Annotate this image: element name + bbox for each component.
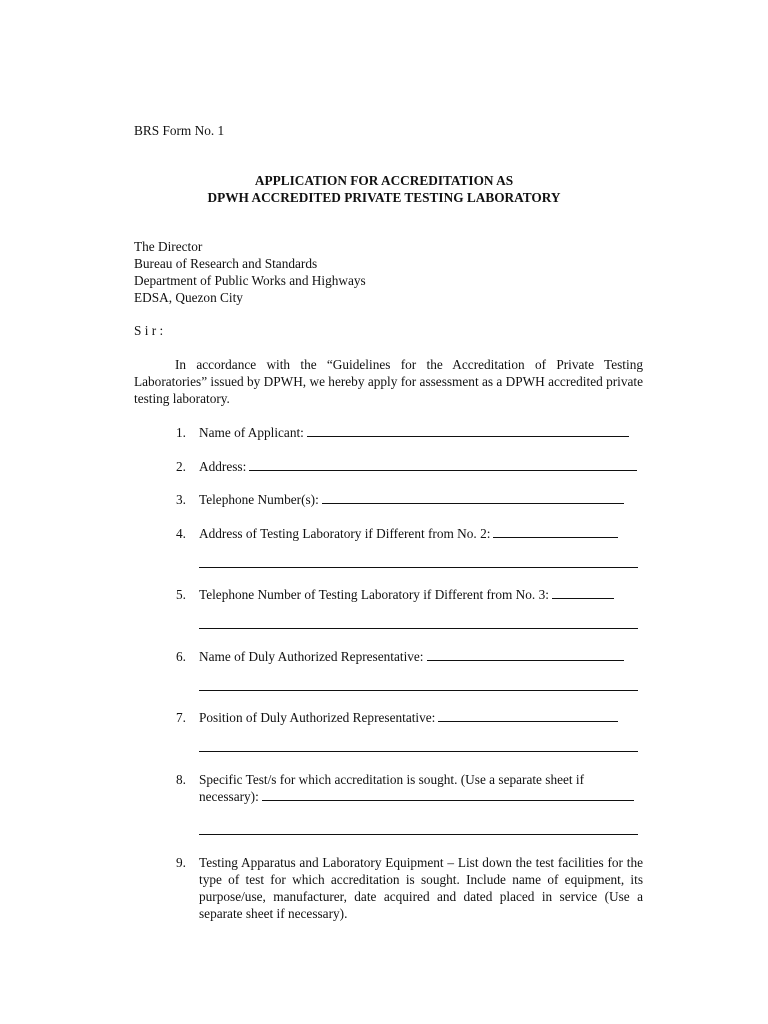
item-label: Address of Testing Laboratory if Different from No. 2:: [199, 526, 491, 541]
addressee-line-3: Department of Public Works and Highways: [134, 273, 366, 288]
address-field[interactable]: [249, 458, 637, 471]
applicant-name-field[interactable]: [307, 424, 629, 437]
item-number: 3.: [176, 492, 186, 507]
item-label: Position of Duly Authorized Representative:: [199, 710, 436, 725]
representative-position-field[interactable]: [438, 709, 618, 722]
representative-name-field-line-2[interactable]: [199, 690, 638, 691]
lab-telephone-field-line-2[interactable]: [199, 628, 638, 629]
item-number: 2.: [176, 459, 186, 474]
telephone-field[interactable]: [322, 491, 624, 504]
item-label: Address:: [199, 459, 247, 474]
specific-tests-field[interactable]: [262, 788, 634, 801]
form-number: BRS Form No. 1: [134, 123, 225, 138]
representative-position-field-line-2[interactable]: [199, 751, 638, 752]
item-number: 7.: [176, 710, 186, 725]
addressee-line-1: The Director: [134, 239, 203, 254]
item-number: 6.: [176, 649, 186, 664]
item-number: 9.: [176, 855, 186, 870]
item-label: Telephone Number(s):: [199, 492, 319, 507]
addressee-line-4: EDSA, Quezon City: [134, 290, 243, 305]
lab-address-field[interactable]: [493, 525, 618, 538]
item-label: Telephone Number of Testing Laboratory if Different from No. 3:: [199, 587, 549, 602]
title-line-2: DPWH ACCREDITED PRIVATE TESTING LABORATORY: [207, 190, 561, 205]
item-number: 1.: [176, 425, 186, 440]
intro-paragraph: In accordance with the “Guidelines for the Accreditation of Private Testing Laboratories” issued by DPWH, we hereby apply for assessment as a DPWH accredited private testing laboratory.: [134, 357, 643, 406]
item-label: Name of Duly Authorized Representative:: [199, 649, 424, 664]
item-number: 8.: [176, 772, 186, 787]
item-label-line-2: necessary):: [199, 789, 259, 804]
lab-address-field-line-2[interactable]: [199, 567, 638, 568]
salutation: S i r :: [134, 323, 164, 338]
specific-tests-field-line-2[interactable]: [199, 834, 638, 835]
lab-telephone-field[interactable]: [552, 586, 614, 599]
title-line-1: APPLICATION FOR ACCREDITATION AS: [254, 173, 514, 188]
item-number: 4.: [176, 526, 186, 541]
addressee-line-2: Bureau of Research and Standards: [134, 256, 318, 271]
item-label: Name of Applicant:: [199, 425, 304, 440]
item-label-line-1: Specific Test/s for which accreditation is sought. (Use a separate sheet if: [199, 772, 585, 787]
item-number: 5.: [176, 587, 186, 602]
representative-name-field[interactable]: [427, 648, 624, 661]
item-label: Testing Apparatus and Laboratory Equipment – List down the test facilities for the type of test for which accreditation is sought. Include name of equipment, its purpose/use, manufacturer, date acquired and dated placed in service (Use a separate sheet if necessary).: [199, 855, 643, 921]
